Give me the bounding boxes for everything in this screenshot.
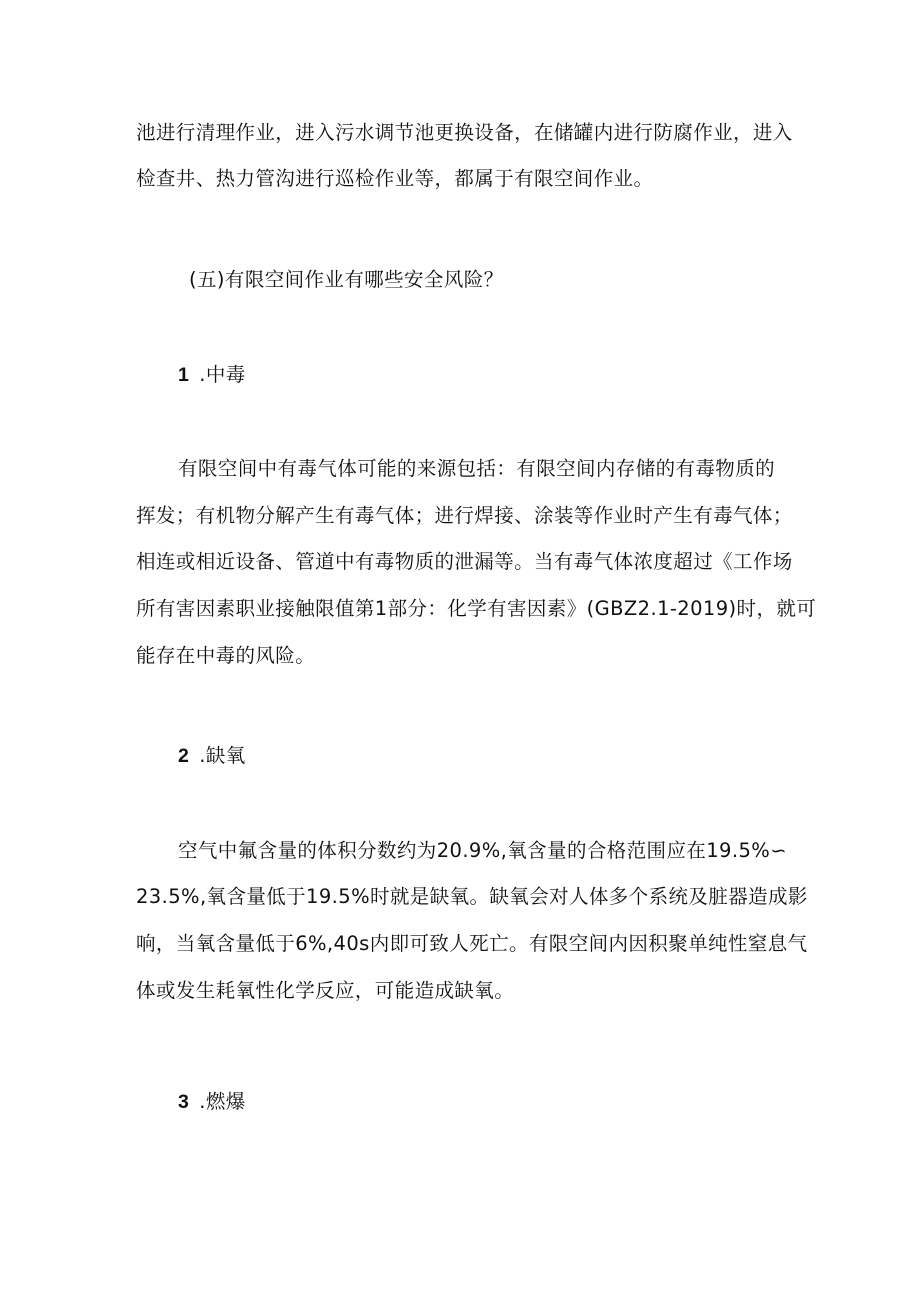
item-1-line-4: 所有害因素职业接触限值第1部分：化学有害因素》(GBZ2.1-2019)时，就可: [136, 597, 817, 620]
item-1-title: .中毒: [199, 363, 246, 386]
item-1-line-5: 能存在中毒的风险。: [136, 644, 316, 667]
item-3-heading: [178, 1089, 834, 1115]
item-3-number: 3: [178, 1091, 190, 1113]
intro-line-1: 池进行清理作业，进入污水调节池更换设备，在储罐内进行防腐作业，进入: [136, 121, 793, 144]
item-2-line-2: 23.5%,氧含量低于19.5%时就是缺氧。缺氧会对人体多个系统及脏器造成影: [136, 885, 808, 908]
item-1-number: 1: [178, 364, 190, 386]
item-1-line-1: 有限空间中有毒气体可能的来源包括：有限空间内存储的有毒物质的: [178, 457, 776, 480]
item-1-line-3: 相连或相近设备、管道中有毒物质的泄漏等。当有毒气体浓度超过《工作场: [136, 550, 793, 573]
item-2-line-4: 体或发生耗氧性化学反应，可能造成缺氧。: [136, 979, 515, 1002]
item-2-title: .缺氧: [199, 744, 246, 767]
section-heading: (五)有限空间作业有哪些安全风险？: [189, 268, 504, 291]
item-2-line-3: 响，当氧含量低于6%,40s内即可致人死亡。有限空间内因积聚单纯性窒息气: [136, 932, 808, 955]
item-1-line-2: 挥发；有机物分解产生有毒气体；进行焊接、涂装等作业时产生有毒气体；: [136, 504, 793, 527]
item-2-number: 2: [178, 745, 190, 767]
item-3-title: .燃爆: [199, 1090, 246, 1113]
item-2-line-1: 空气中氟含量的体积分数约为20.9%,氧含量的合格范围应在19.5%∽: [178, 839, 787, 862]
intro-line-2: 检查井、热力管沟进行巡检作业等，都属于有限空间作业。: [136, 167, 654, 190]
item-1-heading: [178, 362, 834, 388]
item-2-heading: [178, 743, 834, 769]
